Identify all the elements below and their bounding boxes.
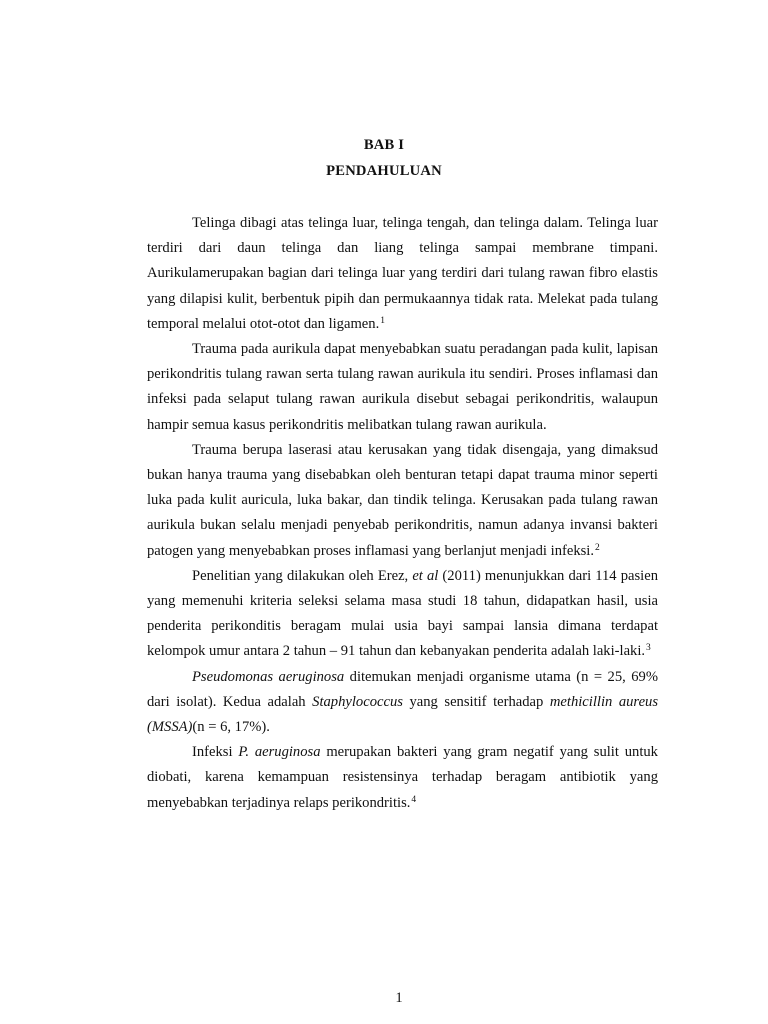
chapter-label: BAB I	[363, 137, 405, 153]
italic-term: et al	[412, 567, 439, 584]
paragraph-4	[147, 564, 658, 665]
paragraph-text: ditemukan menjadi organisme utama (n = 25, 69% dari isolat). Kedua adalah	[147, 668, 658, 710]
paragraph-text: Telinga dibagi atas telinga luar, telinga tengah, dan telinga dalam. Telinga luar terdiri dari daun telinga dan liang telinga sampai membrane timpani. Aurikulamerupakan bagian dari telinga luar yang terdiri dari tulang rawan fibro elastis yang dilapisi kulit, berbentuk pipih dan permukaannya tidak rata. Melekat pada tulang temporal melalui otot-otot dan ligamen.	[147, 215, 658, 332]
paragraph-text: Infeksi	[192, 744, 239, 761]
body-text	[147, 211, 658, 816]
reference-superscript: 2	[595, 542, 600, 553]
paragraph-text: Penelitian yang dilakukan oleh Erez,	[192, 567, 413, 584]
page-number: 1	[395, 990, 403, 1006]
paragraph-text: (2011) menunjukkan dari 114 pasien yang memenuhi kriteria seleksi selama masa studi 18 tahun, didapatkan hasil, usia penderita perikonditis beragam mulai usia bayi sampai lansia dimana terdapat kelompok umur antara 2 tahun – 91 tahun dan kebanyakan penderita adalah laki-laki.	[147, 567, 658, 660]
italic-term: Pseudomonas aeruginosa	[192, 668, 345, 685]
italic-term: Staphylococcus	[312, 693, 403, 710]
paragraph-text: Trauma pada aurikula dapat menyebabkan suatu peradangan pada kulit, lapisan perikondritis tulang rawan serta tulang rawan aurikula itu sendiri. Proses inflamasi dan infeksi pada selaput tulang rawan aurikula disebut sebagai perikondritis, walaupun hampir semua kasus perikondritis melibatkan tulang rawan aurikula.	[147, 341, 658, 433]
paragraph-text: merupakan bakteri yang gram negatif yang sulit untuk diobati, karena kemampuan resistensinya terhadap beragam antibiotik yang menyebabkan terjadinya relaps perikondritis.	[147, 744, 658, 811]
reference-superscript: 1	[380, 315, 385, 326]
paragraph-text: yang sensitif terhadap	[402, 693, 550, 710]
italic-term: methicillin aureus (MSSA)	[147, 693, 659, 736]
chapter-title: PENDAHULUAN	[326, 163, 442, 179]
paragraph-text: (n = 6, 17%).	[192, 719, 270, 736]
reference-superscript: 4	[411, 794, 417, 805]
paragraph-1	[147, 211, 658, 337]
italic-term: P. aeruginosa	[238, 744, 321, 761]
paragraph-5	[147, 665, 658, 741]
paragraph-2	[147, 337, 658, 438]
paragraph-3	[147, 438, 658, 564]
paragraph-text: Trauma berupa laserasi atau kerusakan yang tidak disengaja, yang dimaksud bukan hanya trauma yang disebabkan oleh benturan tetapi dapat trauma minor seperti luka pada kulit auricula, luka bakar, dan tindik telinga. Kerusakan pada tulang rawan aurikula bukan selalu menjadi penyebab perikondritis, namun adanya invansi bakteri patogen yang menyebabkan proses inflamasi yang berlanjut menjadi infeksi.	[147, 441, 658, 559]
reference-superscript: 3	[646, 643, 651, 654]
paragraph-6	[147, 740, 658, 816]
